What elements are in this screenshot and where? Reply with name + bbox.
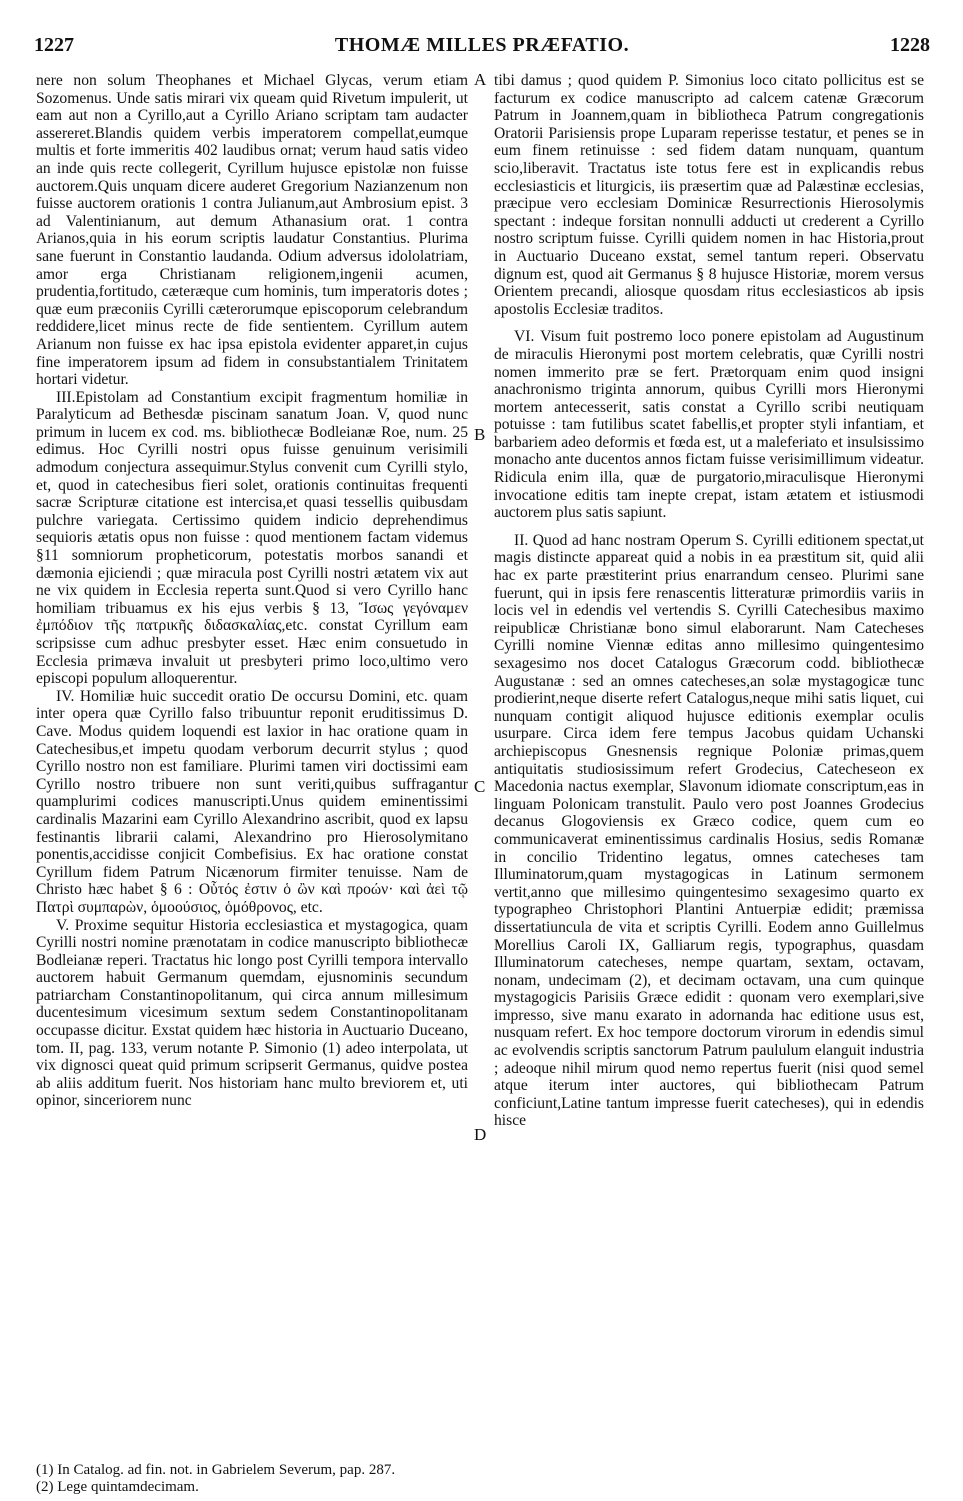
left-para-4: V. Proxime sequitur Historia ecclesiastica et mystagogica, quam Cyrilli nostri nomine prænotatam in codice manuscripto bibliothecæ Bodleianæ reperi. Tractatus hic longo post Cyrilli tempora intervallo auctorem habuit Germanum quemdam, ejusnominis secundum patriarcham Constantinopolitanum, qui circa annum millesimum ducentesimum vicesimum sextum sedem Constantinopolitanam occupasse dicitur. Exstat quidem hæc historia in Auctuario Duceano, tom. II, pag. 133, verum notante P. Simonio (1) adeo interpolata, ut vix dignosci queat quid primum scripserit Germanus, quidve postea ab aliis additum fuerit. Nos historiam hanc multo breviorem et, uti opinor, sinceriorem nunc — [36, 916, 468, 1110]
footnote-1: (1) In Catalog. ad fin. not. in Gabrielem Severum, pap. 287. — [36, 1462, 396, 1478]
page-number-right: 1228 — [890, 34, 930, 56]
running-title: THOMÆ MILLES PRÆFATIO. — [334, 34, 630, 56]
right-column — [494, 72, 924, 1130]
left-para-2: III.Epistolam ad Constantium excipit fragmentum homiliæ in Paralyticum ad Bethesdæ piscinam sanatum Joan. V, quod nunc primum in lucem ex cod. ms. bibliothecæ Bodleianæ Roe, num. 25 edimus. Hoc Cyrilli nostri opus fuisse genuinum verisimili admodum conjectura assequimur.Stylus convenit cum Cyrilli stylo, et, quod in catechesibus fieri solet, orationis continuitas frequenti sacræ Scripturæ citatione est intercisa,et quasi tessellis quibusdam pulchre variegata. Certissimo quidem indicio deprehendimus sequioris ætatis opus non fuisse : quod mentionem factam videmus §11 somniorum propheticorum, potestatis morbos sanandi et dæmonia ejiciendi ; quæ miracula post Cyrilli nostri ætatem vix aut ne vix quidem in Ecclesia reperta sunt.Quod si vero Cyrillo hanc homiliam tribuamus ex his ejus verbis § 13, Ἴσως γεγόναμεν ἐμπόδιον τῆς πατρικῆς διδασκαλίας,etc. constat Cyrillum eam scripsisse cum adhuc presbyter esset. Hæc enim consuetudo in Ecclesia primæva invaluit ut presbyteri primo loco,ultimo vero episcopi populum alloquerentur. — [36, 388, 468, 688]
footnote-2: (2) Lege quintamdecimam. — [36, 1479, 199, 1495]
right-para-3: II. Quod ad hanc nostram Operum S. Cyrilli editionem spectat,ut magis distincte appareat quid a nobis in ea præstitum sit, quid alii hac ex parte præstiterint prius enarrandum censeo. Plurimi sane fuerunt, qui in ipsis fere renascentis litteraturæ primordiis variis in locis vel in edendis vel vertendis S. Cyrilli Catechesibus maximo reipublicæ Christianæ bono simul elaborarunt. Nam Catecheses Cyrilli nomine Viennæ editas anno millesimo quingentesimo sexagesimo nos docet Catalogus Græcorum codd. bibliothecæ Augustanæ : sed an omnes catecheses,an solæ mystagogicæ tunc prodierint,neque diserte refert Catalogus,neque mihi satis liquet, cui nunquam contigit aliquod hujusce editionis exemplar oculis usurpare. Circa idem fere tempus Jacobus quidam Uchanski archiepiscopus Gnesnensis regnique Poloniæ primas,quem antiquitatis studiosissimum refert Grodecius, Catecheseon ex Macedonia nactus exemplar, Slavonum idiomate conscriptum,eas in linguam Polonicam transtulit. Paulo vero post Joannes Grodecius decanus Glogoviensis ex Græco codice, quem cum eo communicaverat eminentissimus cardinalis Hosius, sedis Romanæ in concilio Tridentino legatus, omnes catecheses tam Illuminatorum,quam mystagogicas in Latinum sermonem vertit,anno que millesimo quingentesimo sexagesimo quarto ex typographeo Christophori Plantini Antuerpiæ edidit; præmissa dissertatiuncula de vita et scriptis Cyrilli. Eodem anno Guillelmus Morellius Caroli IX, Galliarum regis, typographus, quasdam Illuminatorum catecheses, nempe quartam, sextam, octavam, nonam, undecimam (2), et decimam octavam, una cum quinque mystagogicis Parisiis Græce edidit : quonam vero exemplari,sive impresso, sive manu exarato in adornanda hac editione usus est, nusquam refert. Ex hoc tempore doctorum virorum in edendis simul ac evolvendis scriptis sanctorum Patrum paululum elanguit industria ; adeoque nihil mirum quod nemo repertus fuerit (nisi quod semel atque iterum inter auctores, qui bibliothecam Patrum conficiunt,Latine tantum impresse fuerit catecheses), qui in edendis hisce — [494, 531, 924, 1130]
right-para-1: tibi damus ; quod quidem P. Simonius loco citato pollicitus est se facturum ex codice manuscripto ad calcem catenæ Græcorum Patrum in Joannem,quam in bibliotheca Patrum congregationis Oratorii Parisiensis prope Luparam reperisse testatur, et penes se in eum finem retinuisse : sed fidem datam nunquam, quantum scio,liberavit. Tractatus iste totus fere est in explicandis rebus ecclesiasticis et liturgicis, iis præsertim quæ ad Palæstinæ ecclesias, præcipue vero ecclesiam Dominicæ Resurrectionis Hierosolymis spectant : indeque forsitan nonnulli adducti ut crederent a Cyrillo nostro scriptum fuisse. Cyrilli quidem nomen in hac Historia,prout in Auctuario Duceano exstat, semel tantum reperi. Observatu dignum est, quod ait Germanus § 8 hujusce Historiæ, morem versus Orientem precandi, aliosque quosdam ritus ecclesiasticos ab ipsis apostolis Ecclesiæ traditos. — [494, 72, 924, 318]
margin-letter-d: D — [474, 1125, 487, 1144]
left-para-1: nere non solum Theophanes et Michael Glycas, verum etiam Sozomenus. Unde satis mirari vix queam quid Rivetum impulerit, ut eam aut non a Cyrillo,aut a Cyrillo Ariano scriptam tam audacter assereret.Blandis quidem verbis imperatorem compellat,eumque multis et forte immeritis 402 laudibus ornat; verum haud satis video an inde quis recte collegerit, Cyrillum hujusce epistolæ non fuisse auctorem.Quis unquam dicere auderet Gregorium Nazianzenum non fuisse auctorem orationis 1 contra Julianum,aut Ambrosium epist. 3 ad Valentinianum, aut demum Athanasium orat. 1 contra Arianos,quia in his eorum scriptis laudatur Constantius. Plurima sane fuerunt in Constantio laudanda. Odium adversus idololatriam, amor erga Christianam religionem,ingenii acumen, prudentia,fortitudo, cæteræque cum hominis, tum imperatoris dotes ; quæ eum præconiis Cyrilli cæterorumque episcoporum celebrandum reddidere,licet minus recte de fide sentientem. Cyrillum autem Arianum non fuisse ex hac ipsa epistola evidenter apparet,in cujus fine imperatorem ipsum ad fidem in consubstantialem Trinitatem hortari videtur. — [36, 72, 468, 389]
left-para-3: IV. Homiliæ huic succedit oratio De occursu Domini, etc. quam inter opera quæ Cyrillo falso tribuuntur reponit eruditissimus D. Cave. Modus quidem loquendi est laxior in hac oratione quam in Catechesibus,et impetu quodam verborum decurrit stylus ; quod Cyrillo nostro non est familiare. Plurimi tamen viri doctissimi eam Cyrillo nostro tribuere non sunt veriti,quibus suffragantur quamplurimi codices manuscripti.Unus quidem eminentissimi cardinalis Mazarini eam Cyrillo Alexandrino ascribit, quod ex lapsu festinantis librarii calami, Alexandrino pro Hierosolymitano ponentis,accidisse conjicit Combefisius. Ex hac oratione constat Cyrillum fidem Patrum Nicænorum firmiter tenuisse. Nam de Christo hæc habet § 6 : Οὗτός ἐστιν ὁ ὢν καὶ προών· καὶ ἀεὶ τῷ Πατρὶ συμπαρὼν, ὁμοούσιος, ὁμόθρονος, etc. — [36, 687, 468, 916]
right-para-2: VI. Visum fuit postremo loco ponere epistolam ad Augustinum de miraculis Hieronymi post mortem celebratis, quæ Cyrilli nostri nomen immerito præ se fert. Prætorquam enim quod insigni anachronismo triginta annorum, quibus Cyrilli mors Hieronymi mortem antecesserit, satis constat a Cyrillo scribi neutiquam potuisse : tam futilibus scatet fabellis,et propter styli infantiam, et barbariem adeo deformis et fœda est, ut a maleferiato et insulsissimo monacho ante ducentos annos fictam fuisse verisimillimum videatur. Ridicula enim illa, quæ de purgatorio,miraculisque Hieronymi invocatione editis tam inepte crepat, istam ætatem et istiusmodi auctorem plus satis sapiunt. — [494, 328, 924, 522]
page-number-left: 1227 — [34, 34, 74, 56]
margin-letter-a: A — [474, 70, 487, 89]
page-header — [34, 34, 930, 64]
margin-letter-c: C — [474, 777, 486, 796]
left-column — [36, 72, 468, 1110]
footnotes — [36, 1462, 636, 1496]
margin-letter-b: B — [474, 425, 486, 444]
